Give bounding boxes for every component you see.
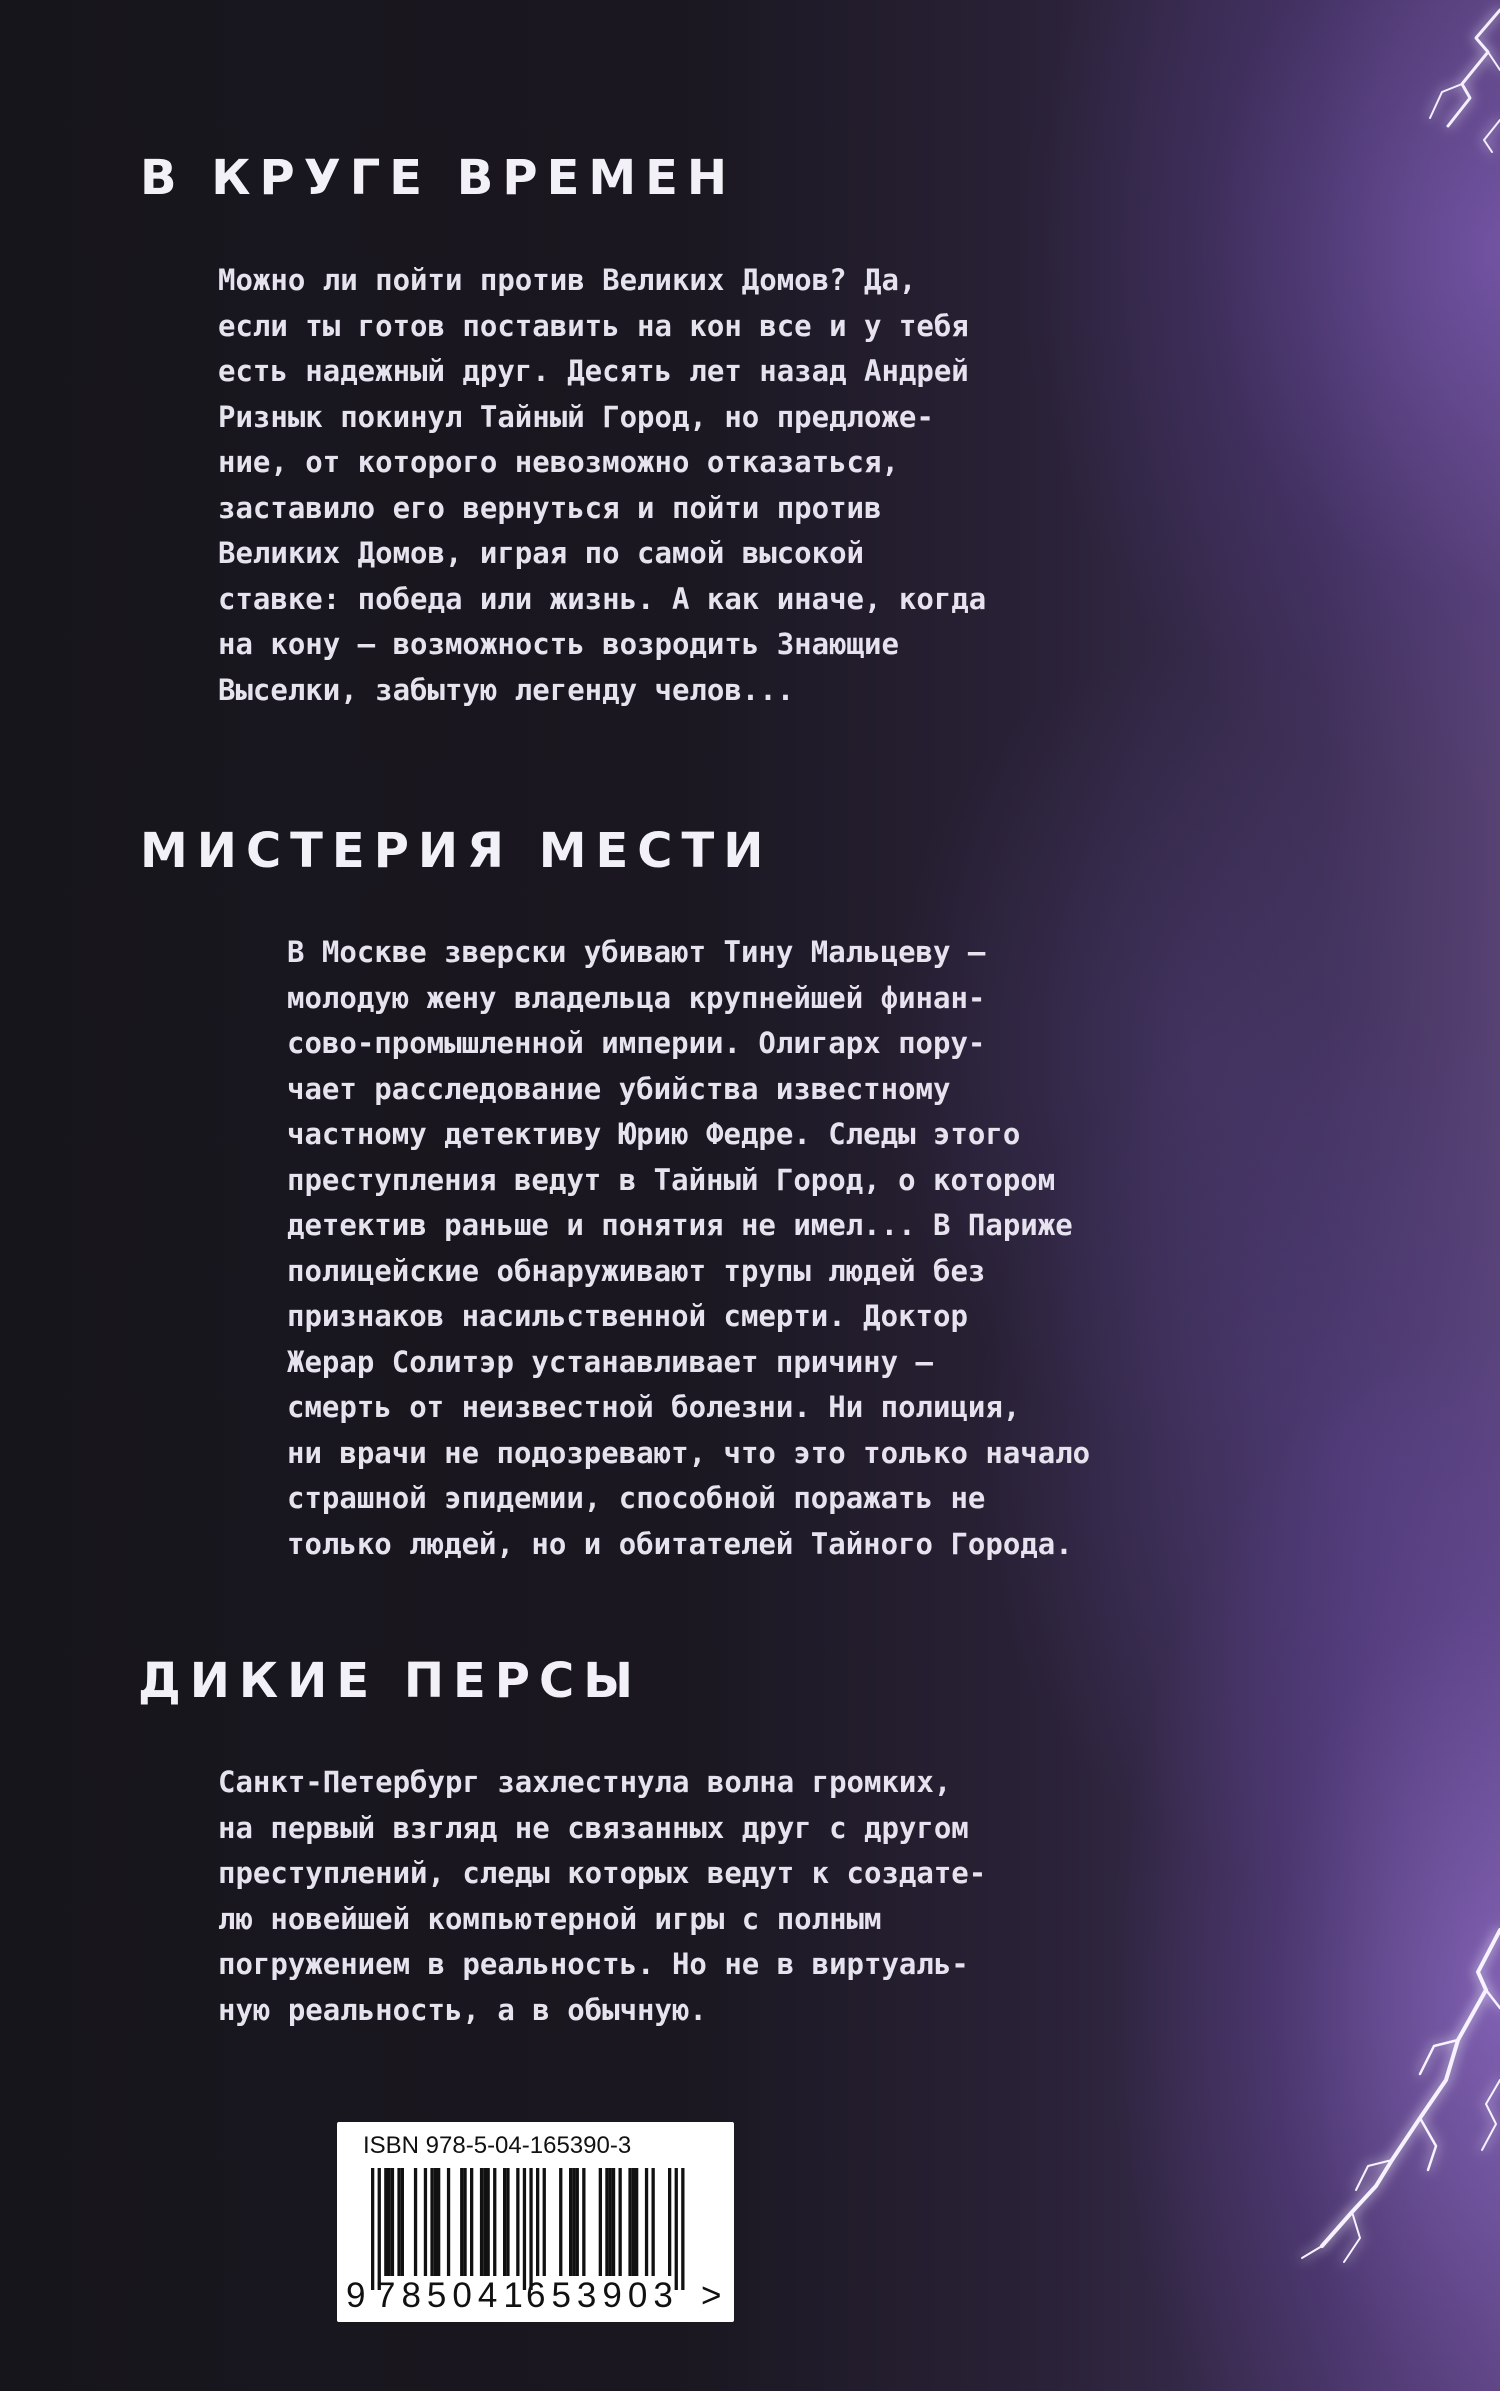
barcode-bar [612, 2168, 615, 2276]
barcode-bar [516, 2168, 519, 2276]
text-line: детектив раньше и понятия не имел... В Париже [287, 1208, 1073, 1242]
text-line: страшной эпидемии, способной поражать не [287, 1481, 986, 1515]
barcode-bar [605, 2168, 608, 2276]
barcode-bar [401, 2168, 404, 2276]
text-line: только людей, но и обитателей Тайного Города. [287, 1526, 1073, 1561]
barcode-bar [483, 2168, 486, 2276]
section-title-misteriya-mesti: МИСТЕРИЯ МЕСТИ [140, 823, 773, 879]
barcode-bar [681, 2168, 684, 2290]
barcode-bar [529, 2168, 532, 2290]
barcode-bar [559, 2168, 562, 2276]
text-line: Ризнык покинул Тайный Город, но предложе- [218, 399, 934, 434]
text-line: частному детективу Юрию Федре. Следы этого [287, 1117, 1021, 1151]
barcode-bar [437, 2168, 440, 2276]
barcode-right-digits: 653903 [526, 2276, 679, 2315]
text-line: полицейские обнаруживают трупы людей без [287, 1253, 986, 1288]
barcode-bar [569, 2168, 572, 2276]
barcode-bar [493, 2168, 496, 2276]
barcode-bar [543, 2168, 546, 2276]
barcode-bar [371, 2168, 374, 2290]
text-line: признаков насильственной смерти. Доктор [287, 1299, 968, 1333]
barcode-bar [609, 2168, 612, 2276]
barcode-bar [582, 2168, 585, 2276]
barcode-bar [572, 2168, 575, 2276]
text-line: погружением в реальность. Но не в виртуаль- [218, 1947, 969, 1981]
barcode-bar [434, 2168, 437, 2276]
text-line: смерть от неизвестной болезни. Ни полиция, [287, 1390, 1021, 1424]
text-line: преступления ведут в Тайный Город, о котором [287, 1162, 1056, 1197]
text-line: Можно ли пойти против Великих Домов? Да, [218, 263, 917, 297]
barcode-bar [503, 2168, 506, 2276]
section-title-dikie-persy: ДИКИЕ ПЕРСЫ [138, 1653, 642, 1709]
barcode-bar [652, 2168, 655, 2276]
isbn-number: ISBN 978-5-04-165390-3 [363, 2132, 632, 2159]
section-text-dikie-persy [218, 1760, 986, 2033]
text-line: молодую жену владельца крупнейшей финан- [287, 980, 986, 1015]
barcode-bar [397, 2168, 400, 2276]
barcode-bar [480, 2168, 483, 2276]
text-line: ную реальность, а в обычную. [218, 1992, 707, 2027]
barcode-bar [506, 2168, 509, 2276]
lightning-bolt-bottom-icon [1302, 1930, 1500, 2262]
barcode-bar [487, 2168, 490, 2276]
barcode-bar [391, 2168, 394, 2276]
barcode-bar [447, 2168, 450, 2276]
barcode-bar [424, 2168, 427, 2276]
text-line: если ты готов поставить на кон все и у тебя [218, 308, 969, 343]
barcode-bar [632, 2168, 635, 2276]
barcode-left-digits: 785041 [376, 2276, 529, 2315]
barcode-bar [388, 2168, 391, 2276]
text-line: Великих Домов, играя по самой высокой [218, 536, 865, 570]
text-line: В Москве зверски убивают Тину Мальцеву — [287, 935, 986, 969]
barcode-bar [460, 2168, 463, 2276]
barcode-bar [668, 2168, 671, 2276]
text-line: преступлений, следы которых ведут к создате- [218, 1856, 987, 1890]
isbn-barcode-label [337, 2122, 734, 2322]
barcode-bar [378, 2168, 381, 2290]
text-line: сово-промышленной империи. Олигарх пору- [287, 1026, 986, 1060]
barcode-first-digit: 9 [346, 2276, 366, 2315]
barcode-bar [675, 2168, 678, 2290]
barcode-bar [414, 2168, 417, 2276]
text-line: Выселки, забытую легенду челов... [218, 672, 795, 707]
barcode-bar [619, 2168, 622, 2276]
section-text-misteriya-mesti [287, 930, 1090, 1567]
barcode-bar [470, 2168, 473, 2276]
section-text-v-kruge-vremen [218, 258, 986, 713]
barcode-bar [463, 2168, 466, 2276]
barcode-bar [576, 2168, 579, 2276]
text-line: ние, от которого невозможно отказаться, [218, 445, 899, 479]
barcode-bar [536, 2168, 539, 2276]
text-line: ни врачи не подозревают, что это только начало [287, 1435, 1091, 1470]
text-line: на первый взгляд не связанных друг с другом [218, 1810, 969, 1845]
barcode-quiet-zone-mark: > [701, 2276, 722, 2315]
text-line: Жерар Солитэр устанавливает причину — [287, 1344, 934, 1379]
text-line: ставке: победа или жизнь. А как иначе, когда [218, 581, 987, 616]
barcode-bar [635, 2168, 638, 2276]
barcode-bar [523, 2168, 526, 2290]
barcode-bar [430, 2168, 433, 2276]
barcode-bar [599, 2168, 602, 2276]
text-line: чает расследование убийства известному [287, 1071, 951, 1106]
barcode-bar [628, 2168, 631, 2276]
barcode-bar [384, 2168, 387, 2276]
lightning-bolt-top-icon [1430, 10, 1500, 152]
text-line: есть надежный друг. Десять лет назад Андрей [218, 354, 969, 388]
text-line: Санкт-Петербург захлестнула волна громких, [218, 1765, 952, 1799]
text-line: лю новейшей компьютерной игры с полным [218, 1901, 882, 1936]
text-line: на кону — возможность возродить Знающие [218, 627, 899, 661]
barcode-bar [645, 2168, 648, 2276]
text-line: заставило его вернуться и пойти против [218, 490, 882, 525]
section-title-v-kruge-vremen: В КРУГЕ ВРЕМЕН [140, 150, 737, 206]
